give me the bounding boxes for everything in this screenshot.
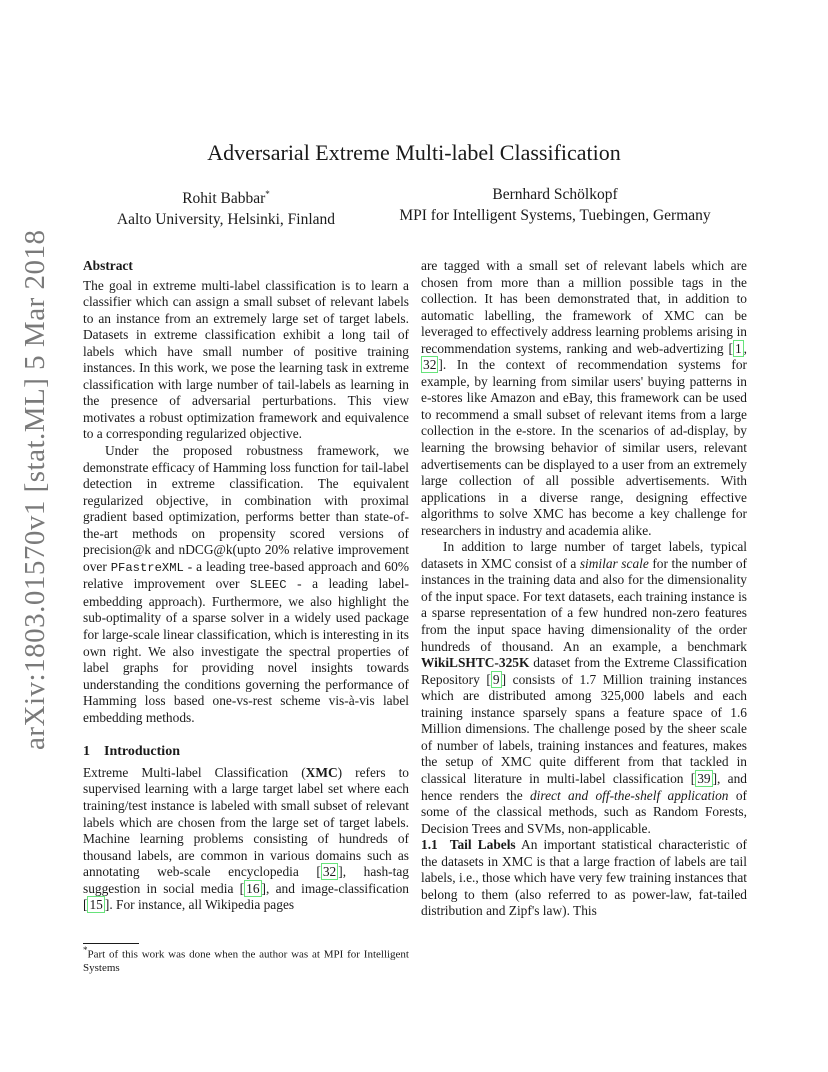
code-sleec: SLEEC	[249, 578, 287, 593]
author-block-2	[370, 184, 740, 226]
footnote-marker: *	[265, 189, 270, 199]
right-paragraph-1: are tagged with a small set of relevant labels which are chosen from more than a million possible tags in the collection. It has been demonstrated that, in addition to automatic labelling, the framework of XMC can be leveraged to effectively address learning problems arising in recommendation systems, ranking and web-advertizing [ 1 , 32 ]. In the context of recommendation systems for example, by learning from similar users' buying patterns in e-stores like Amazon and eBay, this framework can be used to recommend a small subset of relevant items from a large collection in the e-store. In the scenarios of ad-display, by learning the browsing behavior of similar users, relevant advertisements can be displayed to a user from an extremely large collection of all possible advertisements. With applications in a diverse range, designing effective algorithms to solve XMC has become a key challenge for researchers in industry and academia alike.	[421, 258, 747, 538]
citation-link[interactable]: 16	[246, 880, 260, 896]
author-affiliation: Aalto University, Helsinki, Finland	[116, 211, 336, 229]
section-heading-introduction: 1 Introduction	[83, 744, 180, 760]
citation-link[interactable]: 32	[322, 864, 337, 880]
dataset-name: WikiLSHTC-325K	[421, 655, 530, 671]
citation-link[interactable]: 9	[492, 671, 500, 687]
xmc-term: XMC	[305, 764, 338, 780]
abstract-heading: Abstract	[83, 258, 133, 273]
author-name: Rohit Babbar*	[182, 189, 270, 208]
citation-link[interactable]: 39	[697, 770, 711, 786]
author-block-1	[96, 184, 356, 230]
subsection-tail-labels: 1.1 Tail Labels An important statistical characteristic of the datasets in XMC is that a large fraction of labels are tail labels, i.e., those which have very few training instances that belong to them (also referred to as power-law, fat-tailed distribution and Zipf's law). This	[421, 837, 747, 919]
author-affiliation: MPI for Intelligent Systems, Tuebingen, Germany	[399, 207, 711, 224]
citation-link[interactable]: 1	[734, 340, 742, 356]
code-pfastrexml: PFastreXML	[110, 560, 184, 575]
footnote: *Part of this work was done when the author was at MPI for Intelligent Systems	[83, 945, 409, 975]
paper-title: Adversarial Extreme Multi-label Classification	[207, 140, 621, 165]
citation-link[interactable]: 32	[423, 357, 437, 373]
author-name: Bernhard Schölkopf	[492, 186, 618, 203]
subsection-heading: 1.1 Tail Labels	[421, 837, 516, 853]
intro-paragraph-1: Extreme Multi-label Classification (XMC) refers to supervised learning with a large target label set where each training/test instance is labeled with small subset of relevant labels which are chosen from the large set of target labels. Machine learning problems consisting of hundreds of thousand labels, are common in various domains such as annotating web-scale encyclopedia [ 32 ], hash-tag suggestion in social media [ 16 ], and image-classification [ 15 ]. For instance, all Wikipedia pages	[83, 764, 409, 913]
abstract-paragraph-1: The goal in extreme multi-label classification is to learn a classifier which can assign a small subset of relevant labels to an instance from an extremely large set of target labels. Datasets in extreme classification exhibit a long tail of labels which have small number of positive training instances. In this work, we pose the learning task in extreme classification with large number of tail-labels as learning in the presence of adversarial perturbations. This view motivates a robust optimization framework and equivalence to a corresponding regularized objective.	[83, 277, 409, 442]
abstract-paragraph-2: Under the proposed robustness framework, we demonstrate efficacy of Hamming loss function for tail-label detection in extreme classification. The equivalent regularized objective, in combination with proximal gradient based optimization, performs better than state-of-the-art methods on propensity scored versions of precision@k and nDCG@k(upto 20% relative improvement over PFastreXML - a leading tree-based approach and 60% relative improvement over SLEEC - a leading label-embedding approach). Furthermore, we also highlight the sub-optimality of a sparse solver in a widely used package for large-scale linear classification, which is interesting in its own right. We also investigate the spectral properties of label graphs for providing novel insights towards understanding the conditions governing the performance of Hamming loss based one-vs-rest scheme vis-à-vis label embedding methods.	[83, 443, 409, 725]
footnote-marker: *	[83, 945, 88, 955]
right-column	[421, 258, 747, 920]
right-paragraph-2: In addition to large number of target labels, typical datasets in XMC consist of a similar scale for the number of instances in the training data and also for the dimensionality of the input space. For text datasets, each training instance is a sparse representation of a few hundred non-zero features from the input space having dimensionality of the order hundreds of thousand. An an example, a benchmark WikiLSHTC-325K dataset from the Extreme Classification Repository [ 9 ] consists of 1.7 Million training instances which are distributed among 325,000 labels and each training instance sparsely spans a feature space of 1.6 Million dimensions. The challenge posed by the sheer scale of number of labels, training instances and features, makes the setup of XMC quite different from that tackled in classical literature in multi-label classification [ 39 ], and hence renders the direct and off-the-shelf application of some of the classical methods, such as Random Forests, Decision Trees and SVMs, non-applicable.	[421, 539, 747, 836]
arxiv-identifier-stamp: arXiv:1803.01570v1 [stat.ML] 5 Mar 2018	[19, 229, 51, 750]
citation-link[interactable]: 15	[89, 897, 103, 913]
left-column	[83, 258, 409, 914]
